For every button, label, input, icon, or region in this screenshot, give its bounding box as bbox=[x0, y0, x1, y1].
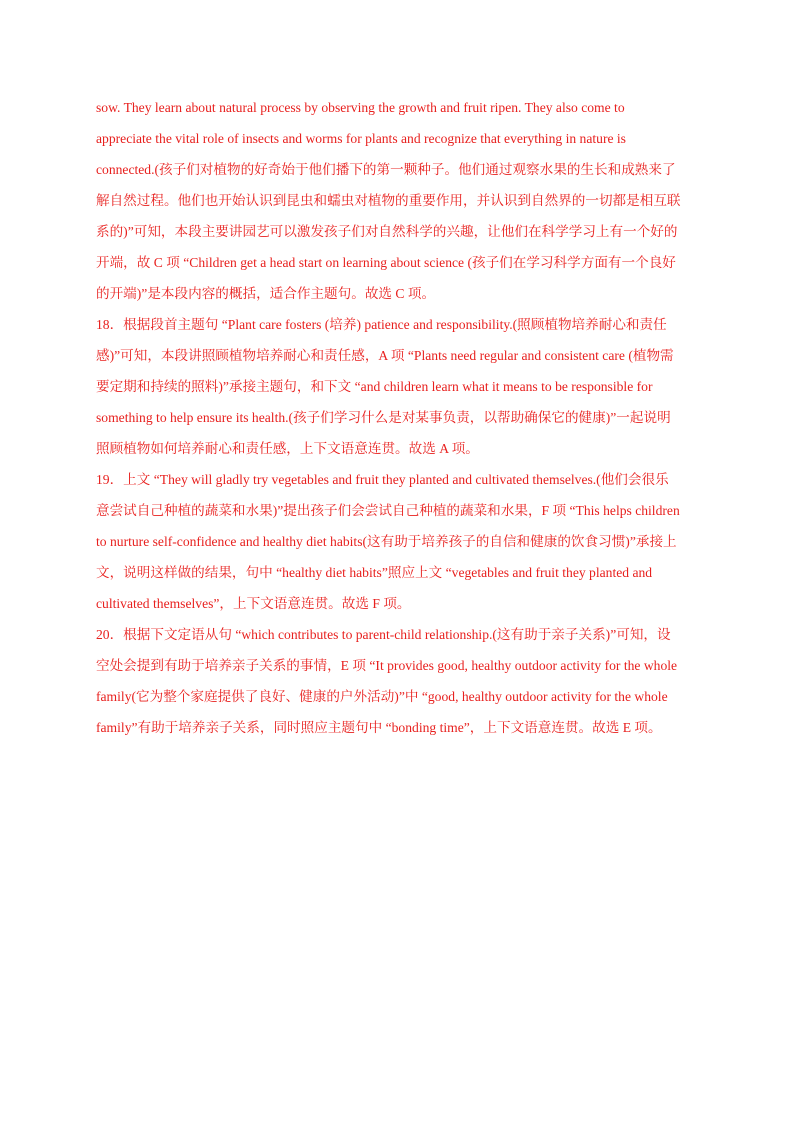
text-line: appreciate the vital role of insects and worms for plants and recognize that everything in nature is bbox=[96, 131, 626, 146]
text-line: 20．根据下文定语从句 “which contributes to parent-child relationship.(这有助于亲子关系)”可知，设 bbox=[96, 627, 671, 642]
text-line: 意尝试自己种植的蔬菜和水果)”提出孩子们会尝试自己种植的蔬菜和水果，F 项 “This helps children bbox=[96, 503, 680, 518]
text-line: 照顾植物如何培养耐心和责任感，上下文语意连贯。故选 A 项。 bbox=[96, 441, 479, 456]
text-line: 文，说明这样做的结果，句中 “healthy diet habits”照应上文 “vegetables and fruit they planted and bbox=[96, 565, 653, 580]
answer-explanation-text bbox=[96, 92, 708, 743]
text-line: family”有助于培养亲子关系，同时照应主题句中 “bonding time”，上下文语意连贯。故选 E 项。 bbox=[96, 720, 662, 735]
text-line: 系的)”可知，本段主要讲园艺可以激发孩子们对自然科学的兴趣，让他们在科学学习上有一个好的 bbox=[96, 224, 678, 239]
text-line: cultivated themselves”，上下文语意连贯。故选 F 项。 bbox=[96, 596, 411, 611]
text-line: 要定期和持续的照料)”承接主题句，和下文 “and children learn what it means to be responsible for bbox=[96, 379, 653, 394]
text-line: 开端，故 C 项 “Children get a head start on learning about science (孩子们在学习科学方面有一个良好 bbox=[96, 255, 676, 270]
text-line: 解自然过程。他们也开始认识到昆虫和蠕虫对植物的重要作用，并认识到自然界的一切都是相互联 bbox=[96, 193, 681, 208]
text-line: connected.(孩子们对植物的好奇始于他们播下的第一颗种子。他们通过观察水果的生长和成熟来了 bbox=[96, 162, 676, 177]
text-line: 空处会提到有助于培养亲子关系的事情，E 项 “It provides good, healthy outdoor activity for the whole bbox=[96, 658, 678, 673]
text-line: 的开端)”是本段内容的概括，适合作主题句。故选 C 项。 bbox=[96, 286, 436, 301]
text-line: family(它为整个家庭提供了良好、健康的户外活动)”中 “good, healthy outdoor activity for the whole bbox=[96, 689, 668, 704]
text-line: 19．上文 “They will gladly try vegetables and fruit they planted and cultivated themselves.(他们会很乐 bbox=[96, 472, 669, 487]
text-line: 18．根据段首主题句 “Plant care fosters (培养) patience and responsibility.(照顾植物培养耐心和责任 bbox=[96, 317, 667, 332]
text-line: to nurture self-confidence and healthy diet habits(这有助于培养孩子的自信和健康的饮食习惯)”承接上 bbox=[96, 534, 677, 549]
text-line: 感)”可知，本段讲照顾植物培养耐心和责任感，A 项 “Plants need regular and consistent care (植物需 bbox=[96, 348, 674, 363]
text-line: something to help ensure its health.(孩子们学习什么是对某事负责，以帮助确保它的健康)”一起说明 bbox=[96, 410, 671, 425]
text-line: sow. They learn about natural process by observing the growth and fruit ripen. They also come to bbox=[96, 100, 625, 115]
